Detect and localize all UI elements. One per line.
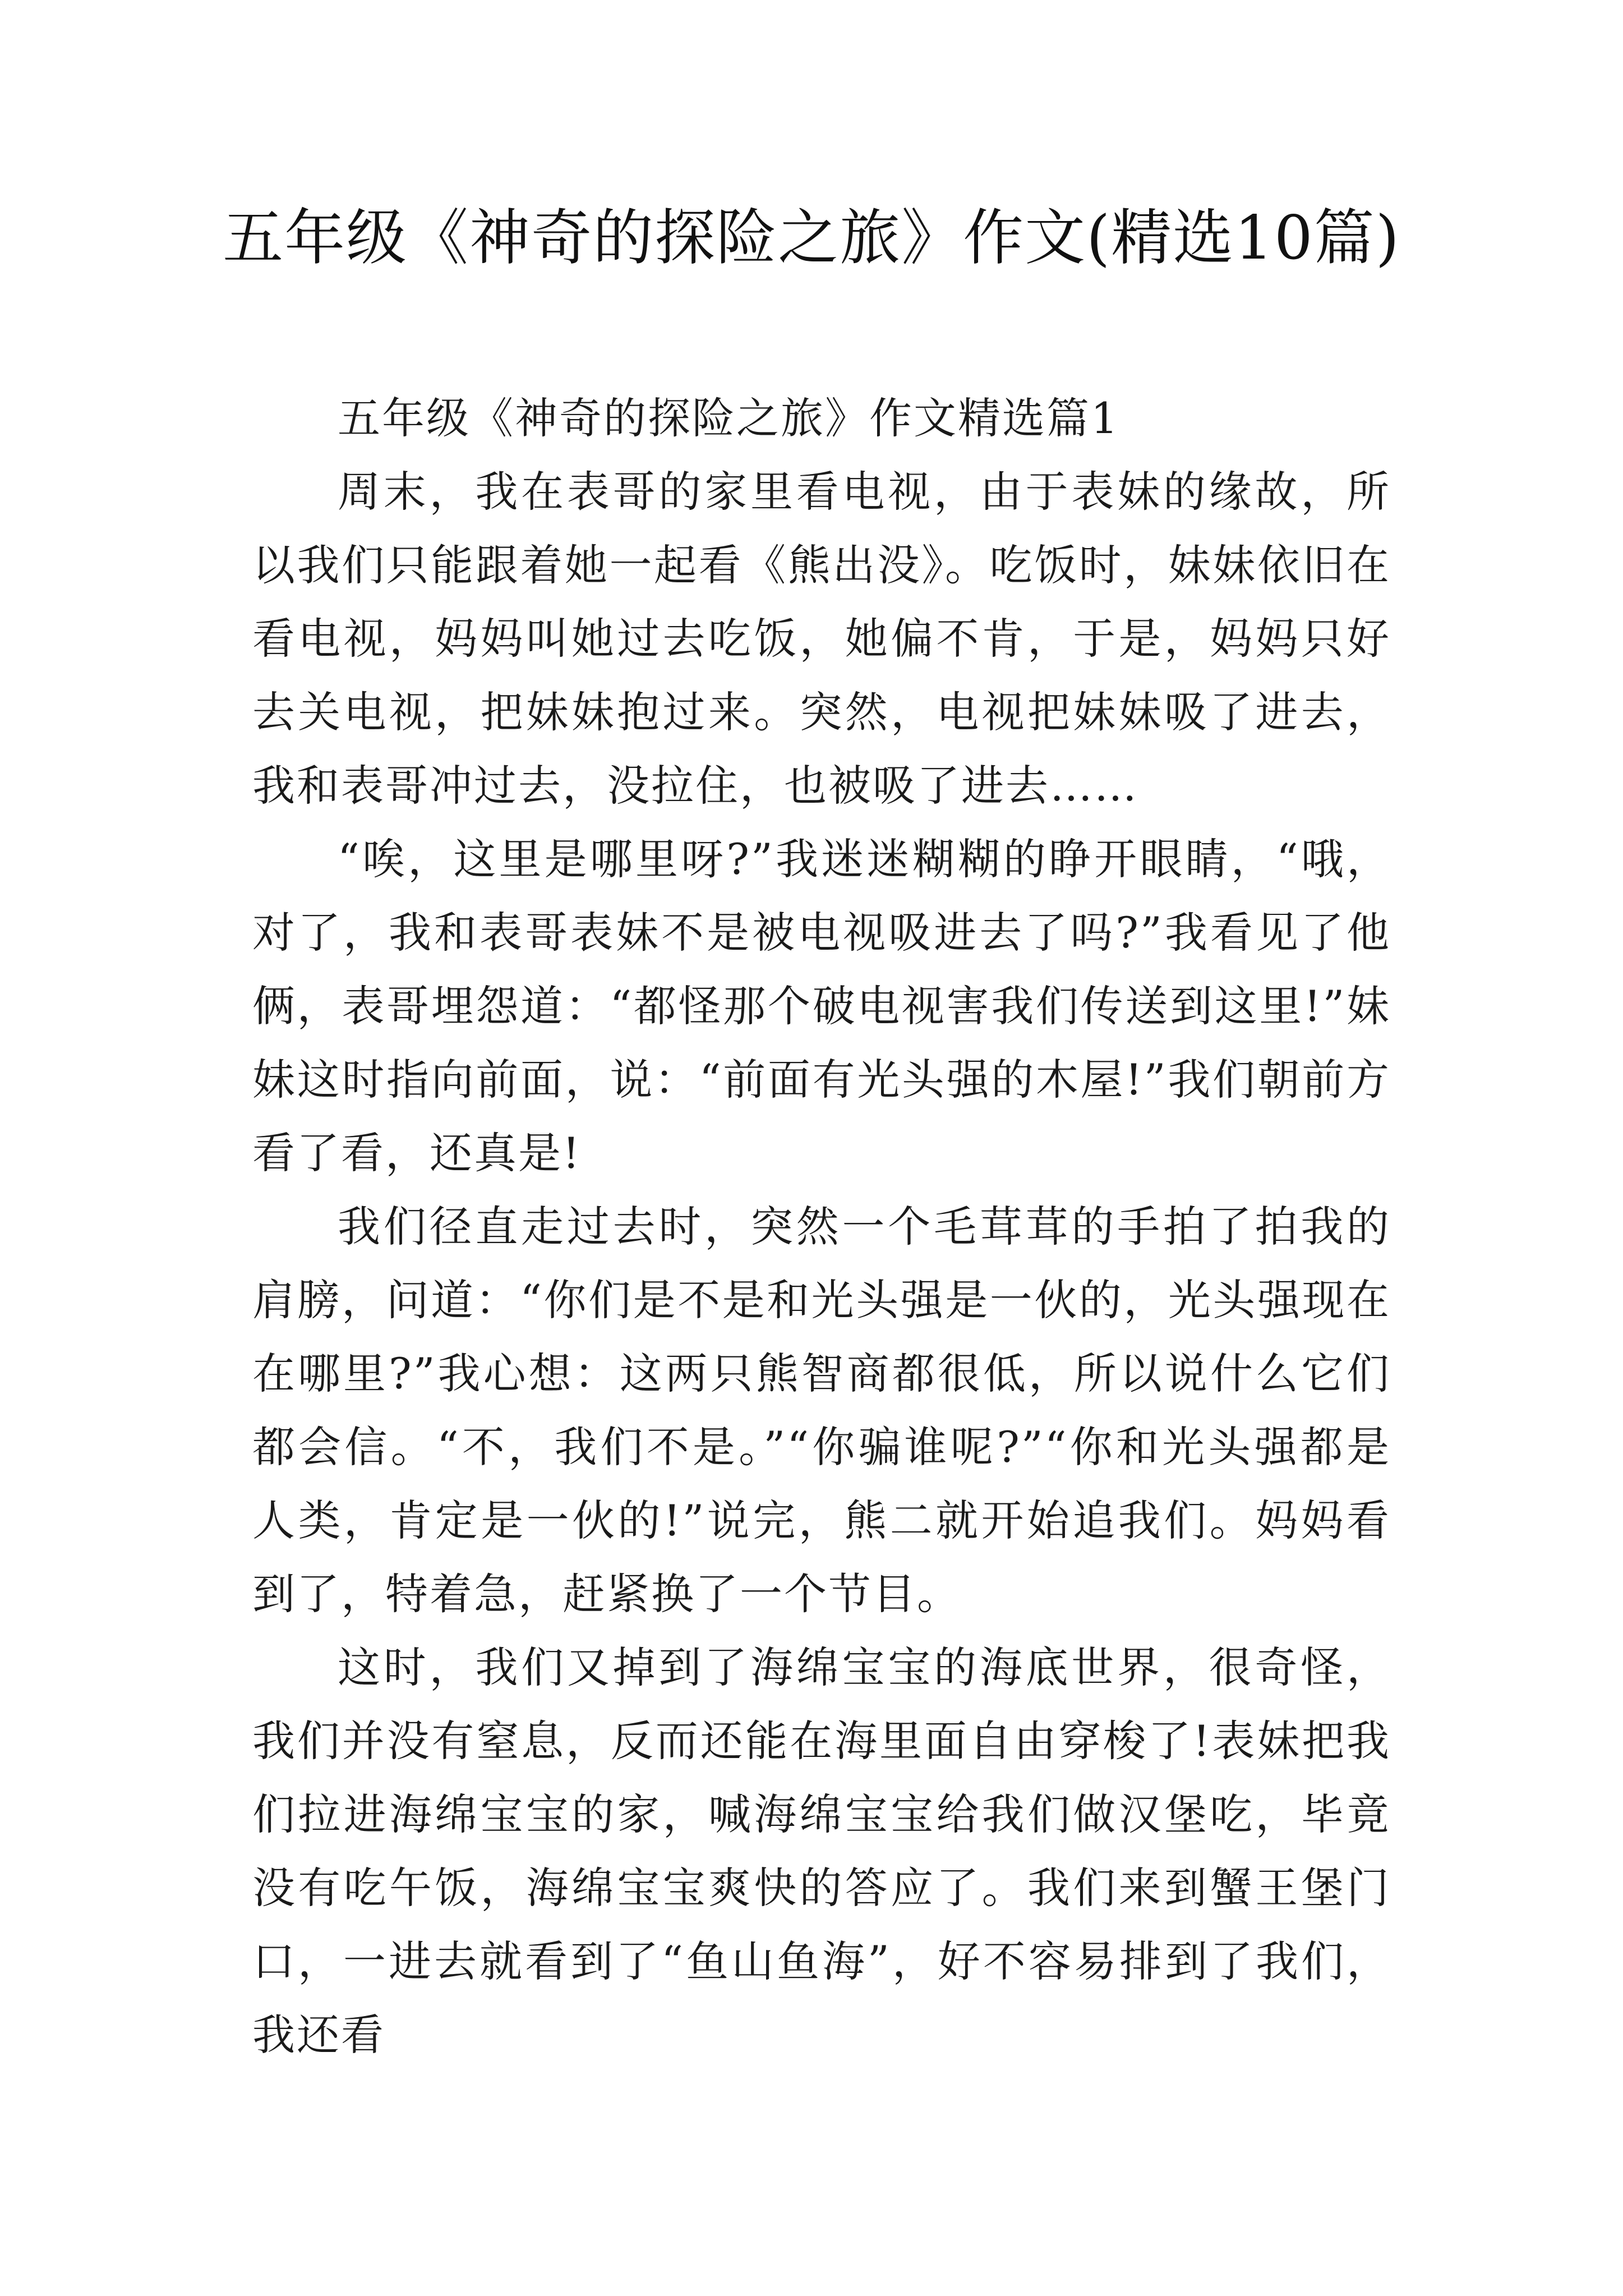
document-body bbox=[252, 381, 1391, 2072]
paragraph: “唉，这里是哪里呀?”我迷迷糊糊的睁开眼睛，“哦，对了，我和表哥表妹不是被电视吸进去了吗?”我看见了他俩，表哥埋怨道：“都怪那个破电视害我们传送到这里!”妹妹这时指向前面，说：“前面有光头强的木屋!”我们朝前方看了看，还真是! bbox=[252, 834, 1391, 1178]
section-heading: 五年级《神奇的探险之旅》作文精选篇1 bbox=[338, 393, 1120, 443]
paragraph: 我们径直走过去时，突然一个毛茸茸的手拍了拍我的肩膀，问道：“你们是不是和光头强是一伙的，光头强现在在哪里?”我心想：这两只熊智商都很低，所以说什么它们都会信。“不，我们不是。”“你骗谁呢?”“你和光头强都是人类，肯定是一伙的!”说完，熊二就开始追我们。妈妈看到了，特着急，赶紧换了一个节目。 bbox=[252, 1202, 1391, 1619]
paragraph: 这时，我们又掉到了海绵宝宝的海底世界，很奇怪，我们并没有窒息，反而还能在海里面自由穿梭了!表妹把我们拉进海绵宝宝的家，喊海绵宝宝给我们做汉堡吃，毕竟没有吃午饭，海绵宝宝爽快的答应了。我们来到蟹王堡门口，一进去就看到了“鱼山鱼海”，好不容易排到了我们，我还看 bbox=[252, 1642, 1391, 2060]
paragraph: 周末，我在表哥的家里看电视，由于表妹的缘故，所以我们只能跟着她一起看《熊出没》。吃饭时，妹妹依旧在看电视，妈妈叫她过去吃饭，她偏不肯，于是，妈妈只好去关电视，把妹妹抱过来。突然，电视把妹妹吸了进去，我和表哥冲过去，没拉住，也被吸了进去…… bbox=[252, 467, 1391, 811]
document-title: 五年级《神奇的探险之旅》作文(精选10篇) bbox=[223, 203, 1400, 273]
